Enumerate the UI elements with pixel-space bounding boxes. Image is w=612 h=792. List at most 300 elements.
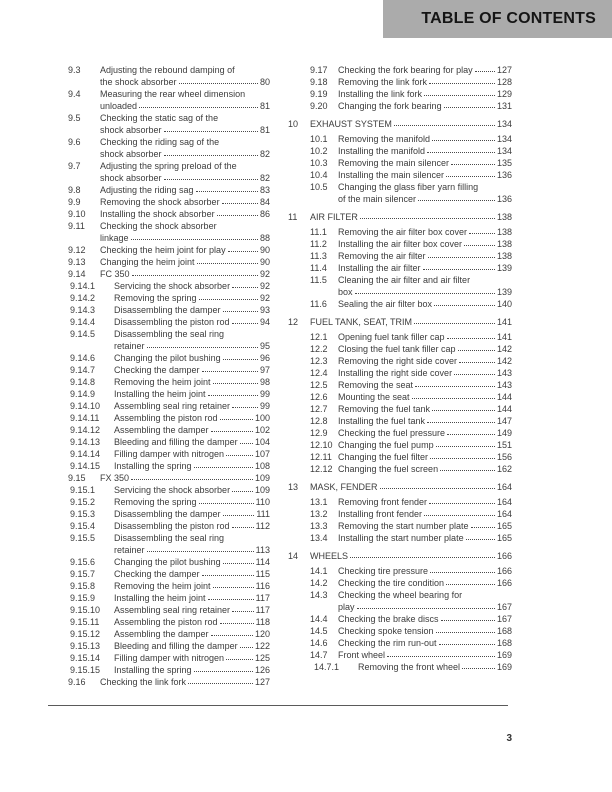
toc-entry [288, 403, 512, 415]
toc-entry-number: 12.8 [310, 416, 328, 426]
toc-entry-title: Checking the heim joint for play [100, 245, 226, 255]
dot-leader [434, 304, 495, 306]
toc-entry-body [310, 481, 512, 493]
toc-entry-body [338, 238, 512, 250]
dot-leader [232, 406, 258, 408]
toc-entry-number: 10.5 [310, 182, 328, 192]
dot-leader [196, 190, 258, 192]
dot-leader [232, 322, 258, 324]
toc-entry-title: Checking the brake discs [338, 614, 439, 624]
toc-entry-page-number: 116 [255, 581, 270, 591]
toc-entry-number: 14.1 [310, 566, 328, 576]
toc-entry-number: 9.18 [310, 77, 328, 87]
toc-entry-number: 12.9 [310, 428, 328, 438]
dot-leader [430, 457, 495, 459]
toc-entry-body [338, 379, 512, 391]
toc-entry-number: 12.12 [310, 464, 333, 474]
toc-entry-page-number: 107 [254, 449, 270, 459]
toc-section-header [288, 211, 512, 223]
toc-entry-number: 9.14.15 [70, 461, 101, 471]
toc-entry-page-number: 112 [255, 521, 270, 531]
toc-entry-body [114, 484, 270, 496]
toc-entry-title: Assembling seal ring retainer [114, 401, 231, 411]
toc-entry-page-number: 169 [496, 662, 512, 672]
toc-entry [288, 661, 512, 673]
dot-leader [440, 469, 495, 471]
dot-leader [471, 526, 495, 528]
toc-entry [48, 460, 270, 472]
toc-entry-last-line [338, 451, 512, 463]
toc-entry-page-number: 141 [496, 332, 512, 342]
toc-entry-number: 9.4 [68, 89, 81, 99]
toc-entry-title: Removing front fender [338, 497, 428, 507]
toc-entry-number: 9.14.2 [70, 293, 96, 303]
toc-entry-last-line [114, 520, 270, 532]
toc-entry-last-line [338, 463, 512, 475]
toc-entry-number: 11.5 [310, 275, 327, 285]
toc-entry-body [100, 472, 270, 484]
toc-entry-last-line [114, 544, 270, 556]
toc-entry-title: Changing the fuel screen [338, 464, 439, 474]
toc-entry-body [114, 376, 270, 388]
dot-leader [414, 322, 495, 324]
toc-entry-page-number: 149 [496, 428, 512, 438]
toc-entry-body [114, 664, 270, 676]
toc-entry-last-line [114, 568, 270, 580]
toc-entry-last-line [338, 565, 512, 577]
toc-entry-body [100, 160, 270, 184]
toc-entry-last-line [338, 226, 512, 238]
toc-entry-number: 14.5 [310, 626, 328, 636]
toc-entry-last-line [338, 379, 512, 391]
toc-entry-page-number: 134 [496, 146, 512, 156]
toc-entry-body [338, 181, 512, 205]
toc-entry-page-number: 142 [496, 356, 512, 366]
toc-entry-body [338, 508, 512, 520]
toc-entry-number: 12.5 [310, 380, 328, 390]
toc-entry-number: 12.2 [310, 344, 328, 354]
toc-entry [288, 463, 512, 475]
dot-leader [446, 175, 495, 177]
toc-entry-body [100, 136, 270, 160]
toc-entry-body [310, 211, 512, 223]
toc-entry-last-line [338, 298, 512, 310]
dot-leader [132, 274, 258, 276]
toc-entry-body [100, 256, 270, 268]
toc-entry-last-line [338, 649, 512, 661]
dot-leader [220, 622, 254, 624]
toc-entry-body [338, 226, 512, 238]
toc-entry-title: Removing the air filter [338, 251, 426, 261]
toc-entry-title: of the main silencer [338, 194, 417, 204]
toc-entry-last-line [114, 580, 270, 592]
toc-entry-last-line [338, 250, 512, 262]
dot-leader [240, 646, 253, 648]
toc-entry-body [114, 616, 270, 628]
toc-entry-last-line [310, 211, 512, 223]
dot-leader [232, 526, 254, 528]
toc-entry-body [310, 316, 512, 328]
toc-entry-body [114, 400, 270, 412]
toc-entry-page-number: 136 [496, 194, 512, 204]
toc-entry-page-number: 88 [259, 233, 270, 243]
toc-entry-last-line [338, 331, 512, 343]
toc-entry-last-line [114, 484, 270, 496]
toc-entry-page-number: 164 [496, 482, 512, 492]
dot-leader [466, 538, 495, 540]
toc-entry-last-line [338, 601, 512, 613]
dot-leader [131, 238, 258, 240]
toc-entry-number: 9.15.8 [70, 581, 96, 591]
toc-entry-body [338, 169, 512, 181]
toc-entry-last-line [338, 367, 512, 379]
toc-entry [48, 388, 270, 400]
toc-entry-title: WHEELS [310, 551, 349, 561]
toc-entry-body [338, 250, 512, 262]
toc-entry [48, 568, 270, 580]
toc-entry-title: Mounting the seat [338, 392, 410, 402]
dot-leader [451, 163, 495, 165]
dot-leader [424, 94, 495, 96]
toc-entry-title: Checking the damper [114, 365, 200, 375]
toc-entry-title: Removing the spring [114, 497, 197, 507]
toc-entry [48, 616, 270, 628]
dot-leader [202, 574, 254, 576]
toc-entry-body [114, 436, 270, 448]
toc-entry-last-line [338, 496, 512, 508]
dot-leader [432, 409, 495, 411]
dot-leader [360, 217, 495, 219]
toc-entry-number: 10.3 [310, 158, 328, 168]
toc-entry-last-line [114, 400, 270, 412]
dot-leader [213, 382, 258, 384]
toc-entry-number: 9.15.1 [70, 485, 96, 495]
toc-entry-last-line [338, 88, 512, 100]
toc-entry-page-number: 138 [496, 227, 512, 237]
toc-entry-title: Removing the air filter box cover [338, 227, 468, 237]
toc-entry-page-number: 93 [259, 305, 270, 315]
toc-entry-body [338, 145, 512, 157]
toc-entry-body [114, 640, 270, 652]
toc-entry-page-number: 92 [259, 293, 270, 303]
toc-entry-number: 12.3 [310, 356, 328, 366]
toc-entry-body [338, 157, 512, 169]
toc-entry-title: Installing the fuel tank [338, 416, 426, 426]
page-number: 3 [506, 733, 512, 744]
dot-leader [208, 598, 254, 600]
dot-leader [394, 124, 495, 126]
toc-entry-last-line [338, 343, 512, 355]
dot-leader [188, 682, 253, 684]
dot-leader [194, 670, 253, 672]
toc-entry-body [114, 532, 270, 556]
toc-entry-number: 9.14.13 [70, 437, 101, 447]
toc-entry [48, 64, 270, 88]
toc-entry-page-number: 166 [496, 578, 512, 588]
toc-entry [48, 424, 270, 436]
toc-entry-page-number: 92 [259, 269, 270, 279]
toc-entry [48, 352, 270, 364]
dot-leader [147, 346, 258, 348]
dot-leader [194, 466, 253, 468]
toc-entry-title: Bleeding and filling the damper [114, 641, 238, 651]
toc-entry-last-line [114, 316, 270, 328]
toc-entry [288, 331, 512, 343]
toc-entry-last-line [114, 352, 270, 364]
toc-entry-body [114, 496, 270, 508]
toc-entry-title-line: Measuring the rear wheel dimension [100, 89, 246, 99]
toc-entry-number: 14.7.1 [314, 662, 340, 672]
toc-entry-page-number: 139 [496, 287, 512, 297]
dot-leader [197, 262, 258, 264]
toc-entry-title-line: Disassembling the seal ring [114, 329, 225, 339]
dot-leader [454, 373, 495, 375]
toc-entry-title-line: Checking the wheel bearing for [338, 590, 463, 600]
toc-entry [48, 316, 270, 328]
toc-entry-body [114, 352, 270, 364]
dot-leader [350, 556, 495, 558]
toc-entry-number: 13.1 [310, 497, 328, 507]
toc-entry [48, 292, 270, 304]
toc-entry-body [114, 388, 270, 400]
dot-leader [223, 562, 254, 564]
toc-entry-last-line [114, 616, 270, 628]
toc-entry-title: box [338, 287, 353, 297]
toc-entry-body [100, 88, 270, 112]
toc-entry-number: 9.13 [68, 257, 86, 267]
toc-entry-number: 9.14.3 [70, 305, 96, 315]
dot-leader [458, 349, 495, 351]
toc-entry-title: Installing the air filter [338, 263, 421, 273]
toc-entry-page-number: 156 [496, 452, 512, 462]
toc-entry-title: Checking the fork bearing for play [338, 65, 473, 75]
toc-entry [288, 637, 512, 649]
toc-entry-number: 9.14.5 [70, 329, 96, 339]
toc-entry-title: FUEL TANK, SEAT, TRIM [310, 317, 413, 327]
toc-entry-page-number: 147 [496, 416, 512, 426]
toc-entry-title: Adjusting the riding sag [100, 185, 194, 195]
toc-entry [288, 181, 512, 205]
toc-entry-number: 10.1 [310, 134, 328, 144]
toc-entry-last-line [100, 184, 270, 196]
toc-entry-body [100, 184, 270, 196]
toc-entry-number: 9.14.10 [70, 401, 101, 411]
header-bar [383, 0, 612, 38]
toc-entry-page-number: 100 [254, 413, 270, 423]
toc-entry-last-line [338, 286, 512, 298]
toc-entry-number: 9.10 [68, 209, 86, 219]
toc-entry-number: 14.7 [310, 650, 328, 660]
footer-divider [48, 705, 508, 706]
toc-entry [48, 580, 270, 592]
toc-entry-last-line [338, 193, 512, 205]
toc-entry-number: 13.2 [310, 509, 328, 519]
toc-entry-number: 12.11 [310, 452, 332, 462]
toc-entry-number: 9.15.2 [70, 497, 96, 507]
toc-entry-page-number: 142 [496, 344, 512, 354]
toc-entry-title: Assembling the piston rod [114, 413, 218, 423]
toc-entry-page-number: 128 [496, 77, 512, 87]
toc-entry-page-number: 167 [496, 614, 512, 624]
toc-entry-page-number: 140 [496, 299, 512, 309]
dot-leader [446, 583, 495, 585]
toc-entry-page-number: 104 [254, 437, 270, 447]
toc-entry-last-line [100, 208, 270, 220]
toc-entry-body [338, 427, 512, 439]
toc-entry-body [338, 589, 512, 613]
toc-entry-number: 9.14.4 [70, 317, 96, 327]
toc-entry-title: Removing the link fork [338, 77, 428, 87]
toc-entry-page-number: 129 [496, 89, 512, 99]
toc-entry-number: 14.2 [310, 578, 328, 588]
toc-entry-page-number: 120 [254, 629, 270, 639]
dot-leader [355, 292, 495, 294]
toc-entry [288, 439, 512, 451]
dot-leader [428, 256, 495, 258]
toc-entry-last-line [100, 256, 270, 268]
toc-entry-number: 9.15.5 [70, 533, 96, 543]
toc-entry-title: shock absorber [100, 125, 162, 135]
toc-entry-title: Changing the fork bearing [338, 101, 442, 111]
toc-entry-body [114, 328, 270, 352]
toc-entry-body [338, 355, 512, 367]
toc-entry [48, 532, 270, 556]
toc-entry-body [338, 262, 512, 274]
toc-entry-title: Checking the tire condition [338, 578, 445, 588]
toc-entry-page-number: 82 [259, 173, 270, 183]
toc-entry-body [310, 550, 512, 562]
toc-entry-page-number: 117 [255, 605, 270, 615]
dot-leader [427, 421, 495, 423]
toc-entry-page-number: 83 [259, 185, 270, 195]
dot-leader [223, 514, 255, 516]
toc-entry-number: 9.20 [310, 101, 328, 111]
toc-entry [48, 220, 270, 244]
toc-entry [48, 400, 270, 412]
toc-entry-page-number: 169 [496, 650, 512, 660]
toc-entry-last-line [100, 472, 270, 484]
toc-entry-title: shock absorber [100, 173, 162, 183]
toc-entry-last-line [338, 415, 512, 427]
toc-entry-last-line [338, 532, 512, 544]
dot-leader [179, 82, 258, 84]
toc-entry-last-line [114, 364, 270, 376]
toc-entry-number: 13.3 [310, 521, 328, 531]
toc-entry-page-number: 115 [255, 569, 270, 579]
toc-entry-title: Installing the spring [114, 461, 192, 471]
toc-entry-title: unloaded [100, 101, 138, 111]
dot-leader [164, 130, 258, 132]
toc-entry-body [338, 565, 512, 577]
toc-entry-body [100, 268, 270, 280]
toc-entry-last-line [114, 628, 270, 640]
toc-entry-body [114, 556, 270, 568]
toc-entry [48, 304, 270, 316]
toc-entry [288, 379, 512, 391]
toc-entry-body [114, 424, 270, 436]
dot-leader [447, 337, 495, 339]
toc-entry-body [114, 508, 270, 520]
toc-entry-last-line [114, 604, 270, 616]
toc-entry [288, 415, 512, 427]
toc-entry [48, 664, 270, 676]
toc-entry-number: 9.15.10 [70, 605, 101, 615]
toc-entry-title: Disassembling the damper [114, 305, 221, 315]
dot-leader [199, 502, 254, 504]
toc-entry-last-line [338, 439, 512, 451]
toc-entry-page-number: 168 [496, 638, 512, 648]
toc-entry-title-line: Checking the shock absorber [100, 221, 217, 231]
toc-entry-page-number: 117 [255, 593, 270, 603]
toc-entry-last-line [310, 550, 512, 562]
toc-entry-page-number: 95 [259, 341, 270, 351]
toc-entry-body [114, 412, 270, 424]
toc-entry-page-number: 94 [259, 317, 270, 327]
toc-entry-title: Removing the front wheel [358, 662, 461, 672]
toc-entry [288, 157, 512, 169]
dot-leader [429, 82, 495, 84]
toc-entry-body [338, 403, 512, 415]
dot-leader [226, 454, 253, 456]
toc-entry [48, 268, 270, 280]
toc-column-right [288, 64, 512, 673]
toc-entry-body [338, 577, 512, 589]
toc-entry [288, 613, 512, 625]
toc-entry [288, 169, 512, 181]
toc-entry-page-number: 109 [254, 485, 270, 495]
toc-entry-last-line [338, 427, 512, 439]
toc-entry [48, 376, 270, 388]
toc-entry-title: Assembling seal ring retainer [114, 605, 231, 615]
toc-entry-number: 10.4 [310, 170, 328, 180]
dot-leader [139, 106, 258, 108]
toc-entry-last-line [338, 403, 512, 415]
toc-entry-page-number: 99 [259, 401, 270, 411]
toc-entry-last-line [100, 124, 270, 136]
toc-entry-number: 9.15 [68, 473, 86, 483]
toc-entry-body [114, 304, 270, 316]
toc-entry [288, 625, 512, 637]
toc-entry-title: Disassembling the piston rod [114, 521, 230, 531]
toc-entry-page-number: 110 [255, 497, 270, 507]
toc-entry-number: 11 [288, 212, 298, 222]
toc-entry-last-line [338, 508, 512, 520]
toc-entry-page-number: 99 [259, 389, 270, 399]
toc-entry-page-number: 144 [496, 404, 512, 414]
toc-entry-title: Installing the spring [114, 665, 192, 675]
toc-entry-number: 10.2 [310, 146, 328, 156]
toc-entry-title: shock absorber [100, 149, 162, 159]
toc-entry-last-line [338, 157, 512, 169]
toc-entry [48, 652, 270, 664]
toc-entry-number: 9.12 [68, 245, 86, 255]
toc-entry-page-number: 102 [254, 425, 270, 435]
dot-leader [439, 643, 495, 645]
toc-entry-body [100, 676, 270, 688]
toc-entry-title: Changing the fuel pump [338, 440, 434, 450]
toc-entry-page-number: 92 [259, 281, 270, 291]
toc-entry-title: Checking the link fork [100, 677, 187, 687]
toc-entry-body [338, 415, 512, 427]
toc-entry-number: 9.5 [68, 113, 81, 123]
toc-entry-title: Changing the pilot bushing [114, 353, 221, 363]
toc-entry-body [338, 88, 512, 100]
toc-entry [288, 649, 512, 661]
toc-entry-body [100, 220, 270, 244]
toc-entry-title: Installing front fender [338, 509, 423, 519]
toc-entry [288, 76, 512, 88]
toc-entry-page-number: 135 [496, 158, 512, 168]
